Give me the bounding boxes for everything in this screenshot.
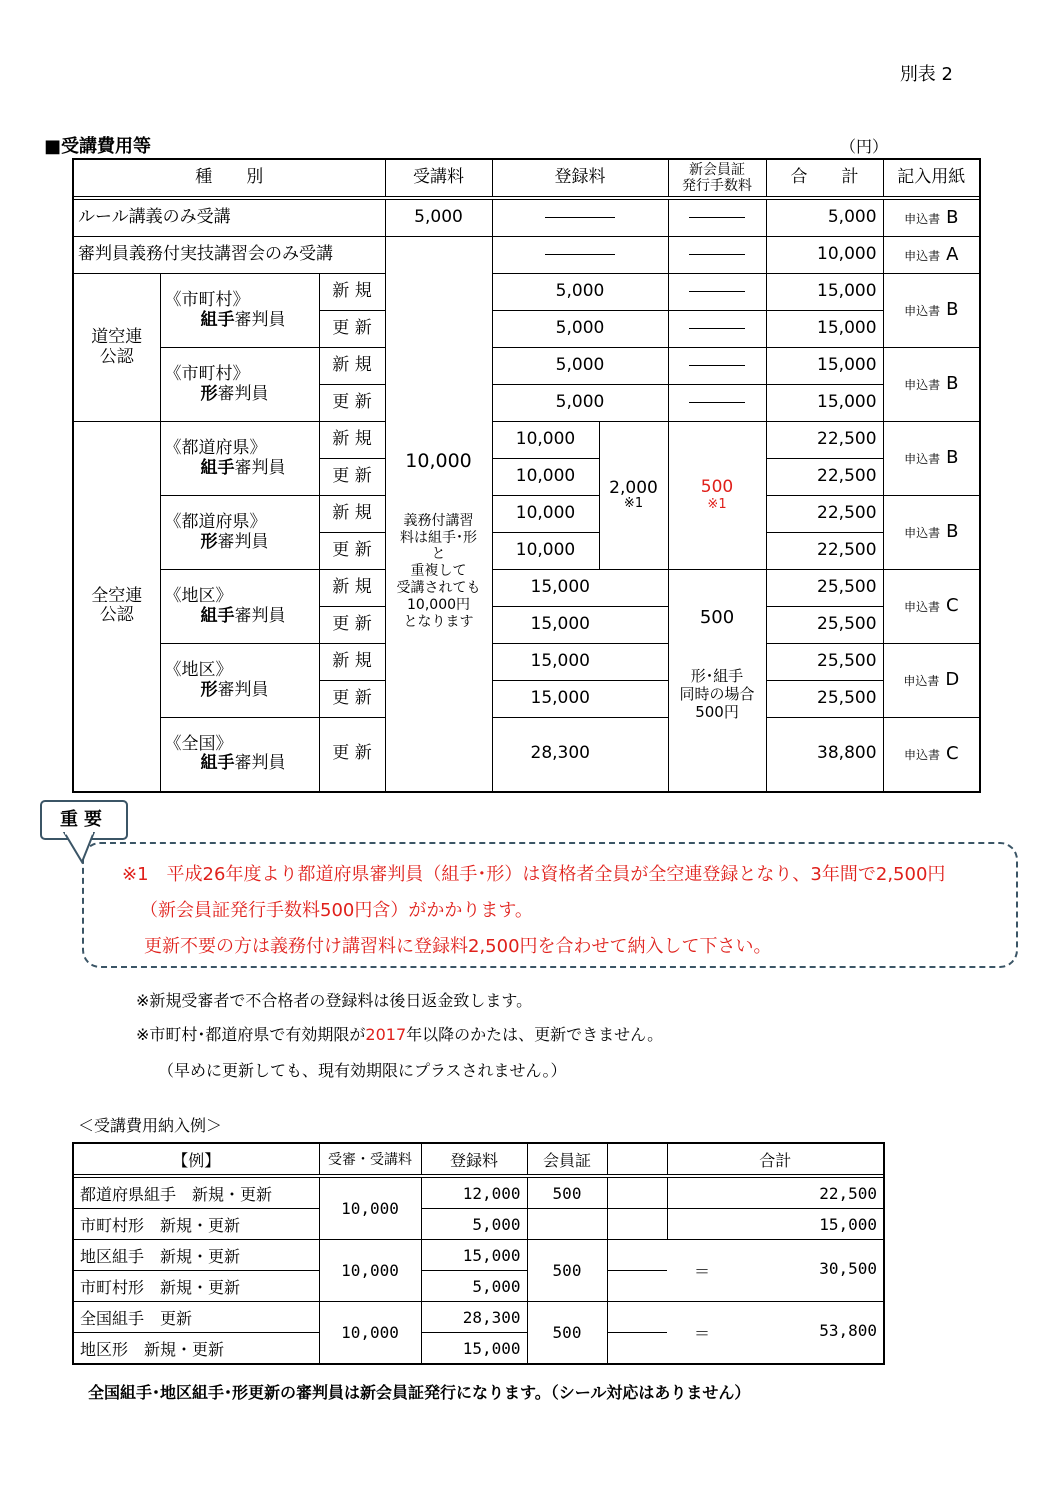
expiry-pre: ※市町村･都道府県で有効期限が — [136, 1025, 366, 1044]
form-cell — [883, 718, 980, 792]
renew-label: 更 新 — [319, 718, 385, 792]
registration: 10,000 — [492, 496, 599, 533]
registration: 5,000 — [492, 311, 668, 348]
pref-reg-mark: ※1 — [623, 495, 644, 511]
new-label: 新 規 — [319, 422, 385, 459]
ex-lecture: 10,000 — [319, 1178, 421, 1240]
form-letter: B — [946, 521, 959, 543]
form-prefix: 申込書 — [903, 747, 940, 762]
table-row — [73, 718, 980, 792]
col-form: 記入用紙 — [883, 159, 980, 197]
new-label: 新 規 — [319, 348, 385, 385]
form-cell — [883, 348, 980, 422]
new-label: 新 規 — [319, 570, 385, 607]
expiry-year: 2017 — [365, 1025, 407, 1044]
form-letter: C — [945, 595, 959, 617]
grade-role: 審判員 — [234, 605, 286, 626]
expiry-post: 年以降のかたは、更新できません。 — [406, 1025, 664, 1044]
grade-role: 審判員 — [217, 531, 269, 552]
grade-type: 組手 — [200, 753, 235, 774]
ex-card: 500 — [527, 1178, 607, 1209]
form-letter: B — [946, 206, 959, 228]
form-letter: B — [946, 299, 959, 321]
note-line: 形･組手 — [690, 666, 744, 685]
renew-label: 更 新 — [319, 311, 385, 348]
other-card-cell — [668, 570, 766, 792]
renew-label: 更 新 — [319, 385, 385, 422]
card-dash — [668, 200, 766, 237]
total: 15,000 — [766, 385, 883, 422]
form-prefix: 申込書 — [904, 526, 941, 541]
pref-card-value: 500 — [700, 477, 734, 498]
ex-blank — [607, 1178, 667, 1209]
new-label: 新 規 — [319, 274, 385, 311]
renew-label: 更 新 — [319, 459, 385, 496]
important-line-3: 更新不要の方は義務付け講習料に登録料2,500円を合わせて納入して下さい。 — [144, 936, 772, 957]
example-header-row — [73, 1143, 884, 1175]
grade-role: 審判員 — [234, 457, 286, 478]
ex-card-empty — [527, 1209, 607, 1240]
grade-level: 《市町村》 — [164, 363, 250, 384]
other-card-value: 500 — [699, 607, 735, 628]
grade-level: 《地区》 — [164, 585, 233, 606]
col-card-fee-l2: 発行手数料 — [682, 178, 753, 194]
ex-lecture: 10,000 — [319, 1240, 421, 1302]
card-dash — [668, 274, 766, 311]
registration: 15,000 — [492, 644, 668, 681]
total: 22,500 — [766, 533, 883, 570]
grade-type: 形 — [200, 679, 218, 700]
grade-level: 《都道府県》 — [164, 511, 267, 532]
group-line: 公認 — [99, 605, 134, 626]
card-dash — [668, 237, 766, 274]
card-dash — [668, 348, 766, 385]
ex-total-cell — [667, 1302, 884, 1365]
ex-eq: ＝ — [693, 1262, 710, 1281]
pref-reg-note — [599, 422, 668, 570]
grade-cell — [160, 348, 319, 422]
table-row — [73, 422, 980, 459]
total: 25,500 — [766, 681, 883, 718]
form-prefix: 申込書 — [903, 674, 940, 689]
note-line: 同時の場合 — [679, 684, 755, 703]
registration: 10,000 — [492, 422, 599, 459]
grade-type: 組手 — [200, 309, 235, 330]
example-table — [72, 1142, 885, 1365]
col-lecture: 受講料 — [385, 159, 492, 197]
sheet-label: 別表 2 — [899, 64, 953, 85]
grade-role: 審判員 — [234, 309, 286, 330]
grade-role: 審判員 — [234, 753, 286, 774]
table-row — [73, 1240, 884, 1271]
grade-type: 組手 — [200, 457, 235, 478]
fee-header-row — [73, 159, 980, 197]
lecture-fee: 5,000 — [385, 200, 492, 237]
registration: 28,300 — [492, 718, 668, 792]
col-card-fee-l1: 新会員証 — [689, 161, 746, 178]
form-cell — [883, 570, 980, 644]
note-line: 料は組手･形 — [400, 529, 478, 546]
ex-label: 都道府県組手 新規・更新 — [73, 1178, 319, 1209]
registration: 5,000 — [492, 274, 668, 311]
ex-reg: 5,000 — [421, 1209, 527, 1240]
total: 25,500 — [766, 570, 883, 607]
form-cell — [883, 422, 980, 496]
note-line: 500円 — [695, 702, 739, 721]
grade-cell — [160, 496, 319, 570]
pref-card-note — [668, 422, 766, 570]
fee-table — [72, 158, 981, 793]
footer-note: 全国組手･地区組手･形更新の審判員は新会員証発行になります。（シール対応はありません） — [88, 1383, 751, 1402]
note-line: と — [431, 546, 446, 563]
note-line: 義務付講習 — [403, 512, 474, 529]
grade-role: 審判員 — [217, 679, 269, 700]
grade-role: 審判員 — [217, 383, 269, 404]
renew-label: 更 新 — [319, 681, 385, 718]
section-title: ■受講費用等 — [44, 136, 152, 157]
row-label: ルール講義のみ受講 — [73, 200, 385, 237]
form-prefix: 申込書 — [904, 304, 941, 319]
group-line: 公認 — [99, 346, 134, 367]
grade-cell — [160, 644, 319, 718]
form-prefix: 申込書 — [904, 248, 941, 263]
grade-level: 《地区》 — [164, 659, 233, 680]
new-label: 新 規 — [319, 496, 385, 533]
shared-lecture-cell — [385, 237, 492, 792]
expiry-sub-note: （早めに更新しても、現有効期限にプラスされません。） — [158, 1061, 567, 1080]
row-label: 審判員義務付実技講習会のみ受講 — [73, 237, 385, 274]
grade-type: 形 — [200, 531, 218, 552]
total: 25,500 — [766, 607, 883, 644]
renew-label: 更 新 — [319, 607, 385, 644]
renew-label: 更 新 — [319, 533, 385, 570]
ex-label: 市町村形 新規・更新 — [73, 1209, 319, 1240]
table-row — [73, 348, 980, 385]
ex-col-blank — [607, 1143, 667, 1175]
ex-col-example: 【例】 — [73, 1143, 319, 1175]
table-row — [73, 274, 980, 311]
new-label: 新 規 — [319, 644, 385, 681]
card-dash — [668, 385, 766, 422]
col-card-fee — [668, 159, 766, 197]
ex-line-cell — [607, 1302, 667, 1365]
note-line: 受講されても — [396, 580, 481, 597]
group-zenkuren — [73, 422, 160, 792]
pref-reg-value: 2,000 — [609, 478, 658, 499]
grade-level: 《都道府県》 — [164, 437, 267, 458]
callout-tail-icon — [60, 832, 100, 866]
important-line-2: （新会員証発行手数料500円含）がかかります。 — [140, 900, 533, 921]
col-category: 種 別 — [73, 159, 385, 197]
ex-reg: 15,000 — [421, 1333, 527, 1365]
ex-total: 15,000 — [667, 1209, 884, 1240]
registration: 15,000 — [492, 681, 668, 718]
table-row — [73, 496, 980, 533]
total: 10,000 — [766, 237, 883, 274]
grade-cell — [160, 718, 319, 792]
ex-card: 500 — [527, 1302, 607, 1365]
table-row — [73, 570, 980, 607]
registration: 5,000 — [492, 348, 668, 385]
form-cell — [883, 200, 980, 237]
ex-col-card: 会員証 — [527, 1143, 607, 1175]
table-row — [73, 1302, 884, 1333]
form-prefix: 申込書 — [904, 452, 941, 467]
total: 38,800 — [766, 718, 883, 792]
total: 25,500 — [766, 644, 883, 681]
grade-type: 組手 — [200, 605, 235, 626]
ex-blank — [607, 1209, 667, 1240]
ex-label: 地区組手 新規・更新 — [73, 1240, 319, 1271]
form-letter: B — [946, 447, 959, 469]
form-cell — [883, 644, 980, 718]
grade-level: 《全国》 — [164, 733, 233, 754]
total: 15,000 — [766, 311, 883, 348]
table-row — [73, 1209, 884, 1240]
ex-eq: ＝ — [693, 1324, 710, 1343]
group-line: 道空連 — [91, 326, 143, 347]
important-line-1: ※1 平成26年度より都道府県審判員（組手･形）は資格者全員が全空連登録となり、3年間で2,500円 — [122, 864, 946, 885]
form-prefix: 申込書 — [904, 378, 941, 393]
important-note-box — [82, 842, 1018, 968]
ex-label: 全国組手 更新 — [73, 1302, 319, 1333]
ex-col-lecture: 受審・受講料 — [319, 1143, 421, 1175]
registration: 5,000 — [492, 385, 668, 422]
example-title: ＜受講費用納入例＞ — [78, 1116, 223, 1135]
total: 22,500 — [766, 459, 883, 496]
form-letter: D — [945, 669, 960, 691]
grade-cell — [160, 274, 319, 348]
ex-reg: 15,000 — [421, 1240, 527, 1271]
form-letter: B — [946, 373, 959, 395]
expiry-note — [136, 1022, 663, 1045]
total: 15,000 — [766, 348, 883, 385]
ex-label: 地区形 新規・更新 — [73, 1333, 319, 1365]
form-cell — [883, 496, 980, 570]
form-cell — [883, 237, 980, 274]
table-row — [73, 644, 980, 681]
shared-lecture-value: 10,000 — [405, 450, 472, 472]
registration: 15,000 — [492, 570, 668, 607]
ex-card: 500 — [527, 1240, 607, 1302]
total: 5,000 — [766, 200, 883, 237]
note-line: 重複して — [410, 563, 467, 580]
row-practice-only — [73, 237, 980, 274]
pref-card-mark: ※1 — [707, 496, 727, 512]
ex-total-cell — [667, 1240, 884, 1302]
group-line: 全空連 — [91, 585, 143, 606]
card-dash — [668, 311, 766, 348]
ex-total: 22,500 — [667, 1178, 884, 1209]
row-rule-only — [73, 200, 980, 237]
form-cell — [883, 274, 980, 348]
ex-col-total: 合計 — [667, 1143, 884, 1175]
ex-reg: 12,000 — [421, 1178, 527, 1209]
form-letter: A — [946, 243, 959, 265]
ex-total: 53,800 — [819, 1321, 877, 1340]
grade-level: 《市町村》 — [164, 289, 250, 310]
form-letter: C — [945, 742, 959, 764]
table-row — [73, 1178, 884, 1209]
ex-reg: 28,300 — [421, 1302, 527, 1333]
group-dokuren — [73, 274, 160, 422]
ex-line-cell — [607, 1240, 667, 1302]
registration: 10,000 — [492, 533, 599, 570]
note-line: 10,000円 — [407, 596, 471, 613]
note-line: となります — [403, 613, 474, 630]
col-registration: 登録料 — [492, 159, 668, 197]
important-tag: 重要 — [40, 800, 128, 840]
registration: 10,000 — [492, 459, 599, 496]
ex-label: 市町村形 新規・更新 — [73, 1271, 319, 1302]
grade-cell — [160, 422, 319, 496]
ex-reg: 5,000 — [421, 1271, 527, 1302]
form-prefix: 申込書 — [904, 211, 941, 226]
unit-label: （円） — [840, 137, 889, 156]
shared-lecture-note — [390, 513, 488, 631]
registration-dash — [492, 200, 668, 237]
form-prefix: 申込書 — [903, 600, 940, 615]
ex-col-registration: 登録料 — [421, 1143, 527, 1175]
col-total: 合 計 — [766, 159, 883, 197]
grade-cell — [160, 570, 319, 644]
total: 15,000 — [766, 274, 883, 311]
registration: 15,000 — [492, 607, 668, 644]
ex-lecture: 10,000 — [319, 1302, 421, 1365]
refund-note: ※新規受審者で不合格者の登録料は後日返金致します。 — [136, 991, 533, 1010]
registration-dash — [492, 237, 668, 274]
grade-type: 形 — [200, 383, 218, 404]
total: 22,500 — [766, 496, 883, 533]
ex-total: 30,500 — [819, 1259, 877, 1278]
other-card-note — [673, 667, 762, 721]
total: 22,500 — [766, 422, 883, 459]
